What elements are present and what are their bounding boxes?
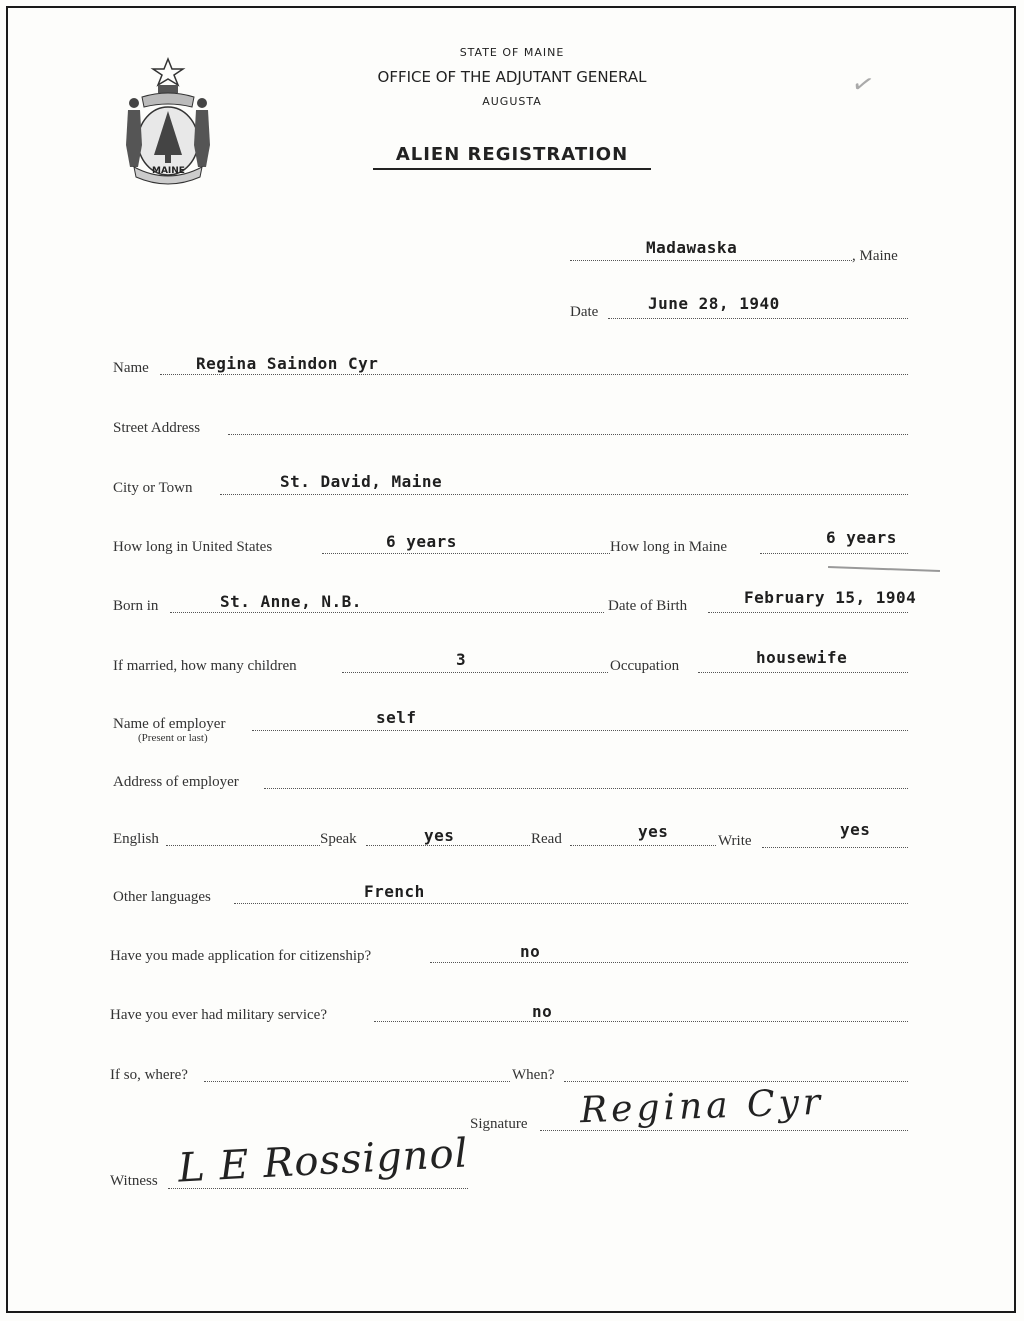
date-of-birth-value: February 15, 1904 xyxy=(744,588,917,607)
write-line xyxy=(762,847,908,848)
citizenship-value: no xyxy=(520,942,541,961)
how-long-maine-value: 6 years xyxy=(826,528,897,547)
english-label: English xyxy=(113,831,159,847)
speak-label: Speak xyxy=(320,831,357,847)
city-line xyxy=(220,494,908,495)
header-city: AUGUSTA xyxy=(482,95,542,108)
citizenship-line xyxy=(430,962,908,963)
city-label: City or Town xyxy=(113,480,193,496)
date-label: Date xyxy=(570,304,599,320)
how-long-us-line xyxy=(322,553,610,554)
read-value: yes xyxy=(638,822,669,841)
name-label: Name xyxy=(113,360,149,376)
children-line xyxy=(342,672,608,673)
signature-value: Regina Cyr xyxy=(579,1081,825,1132)
date-line xyxy=(608,318,908,319)
title-underline xyxy=(373,168,651,170)
date-of-birth-label: Date of Birth xyxy=(608,598,688,614)
how-long-us-label: How long in United States xyxy=(113,539,273,555)
town-suffix: , Maine xyxy=(852,248,898,264)
where-line xyxy=(204,1081,510,1082)
employer-value: self xyxy=(376,708,417,727)
children-label: If married, how many children xyxy=(113,658,297,674)
signature-label: Signature xyxy=(470,1116,528,1132)
when-line xyxy=(564,1081,908,1082)
employer-label: Name of employer xyxy=(113,716,226,732)
born-in-value: St. Anne, N.B. xyxy=(220,592,362,611)
city-value: St. David, Maine xyxy=(280,472,443,491)
other-languages-label: Other languages xyxy=(113,889,211,905)
military-value: no xyxy=(532,1002,553,1021)
speak-value: yes xyxy=(424,826,455,845)
date-value: June 28, 1940 xyxy=(648,294,780,313)
witness-label: Witness xyxy=(110,1173,158,1189)
form-title: ALIEN REGISTRATION xyxy=(395,144,629,165)
employer-line xyxy=(252,730,908,731)
state-seal xyxy=(112,55,224,185)
employer-address-label: Address of employer xyxy=(113,774,239,790)
citizenship-label: Have you made application for citizenship? xyxy=(110,948,372,964)
date-of-birth-line xyxy=(708,612,908,613)
town-line xyxy=(570,260,852,261)
read-line xyxy=(570,845,716,846)
read-label: Read xyxy=(531,831,562,847)
other-languages-line xyxy=(234,903,908,904)
write-label: Write xyxy=(718,833,752,849)
name-value: Regina Saindon Cyr xyxy=(196,354,379,373)
town-value: Madawaska xyxy=(646,238,738,257)
witness-signature: L E Rossignol xyxy=(176,1130,470,1192)
check-mark: ✓ xyxy=(848,67,878,103)
how-long-maine-line xyxy=(760,553,908,554)
header-state: STATE OF MAINE xyxy=(459,46,565,59)
street-address-label: Street Address xyxy=(113,420,201,436)
when-label: When? xyxy=(512,1067,555,1083)
street-address-line xyxy=(228,434,908,435)
name-line xyxy=(160,374,908,375)
seal-banner-text: MAINE xyxy=(152,166,185,176)
english-line xyxy=(166,845,320,846)
employer-sublabel: (Present or last) xyxy=(138,732,208,744)
write-value: yes xyxy=(840,820,871,839)
speak-line xyxy=(366,845,530,846)
children-value: 3 xyxy=(456,650,467,669)
occupation-line xyxy=(698,672,908,673)
other-languages-value: French xyxy=(364,882,425,901)
how-long-maine-label: How long in Maine xyxy=(610,539,728,555)
military-line xyxy=(374,1021,908,1022)
where-label: If so, where? xyxy=(110,1067,188,1083)
occupation-value: housewife xyxy=(756,648,848,667)
born-in-label: Born in xyxy=(113,598,159,614)
employer-address-line xyxy=(264,788,908,789)
born-in-line xyxy=(170,612,604,613)
military-label: Have you ever had military service? xyxy=(110,1007,327,1023)
occupation-label: Occupation xyxy=(610,658,680,674)
header-office: OFFICE OF THE ADJUTANT GENERAL xyxy=(377,68,647,86)
how-long-us-value: 6 years xyxy=(386,532,457,551)
